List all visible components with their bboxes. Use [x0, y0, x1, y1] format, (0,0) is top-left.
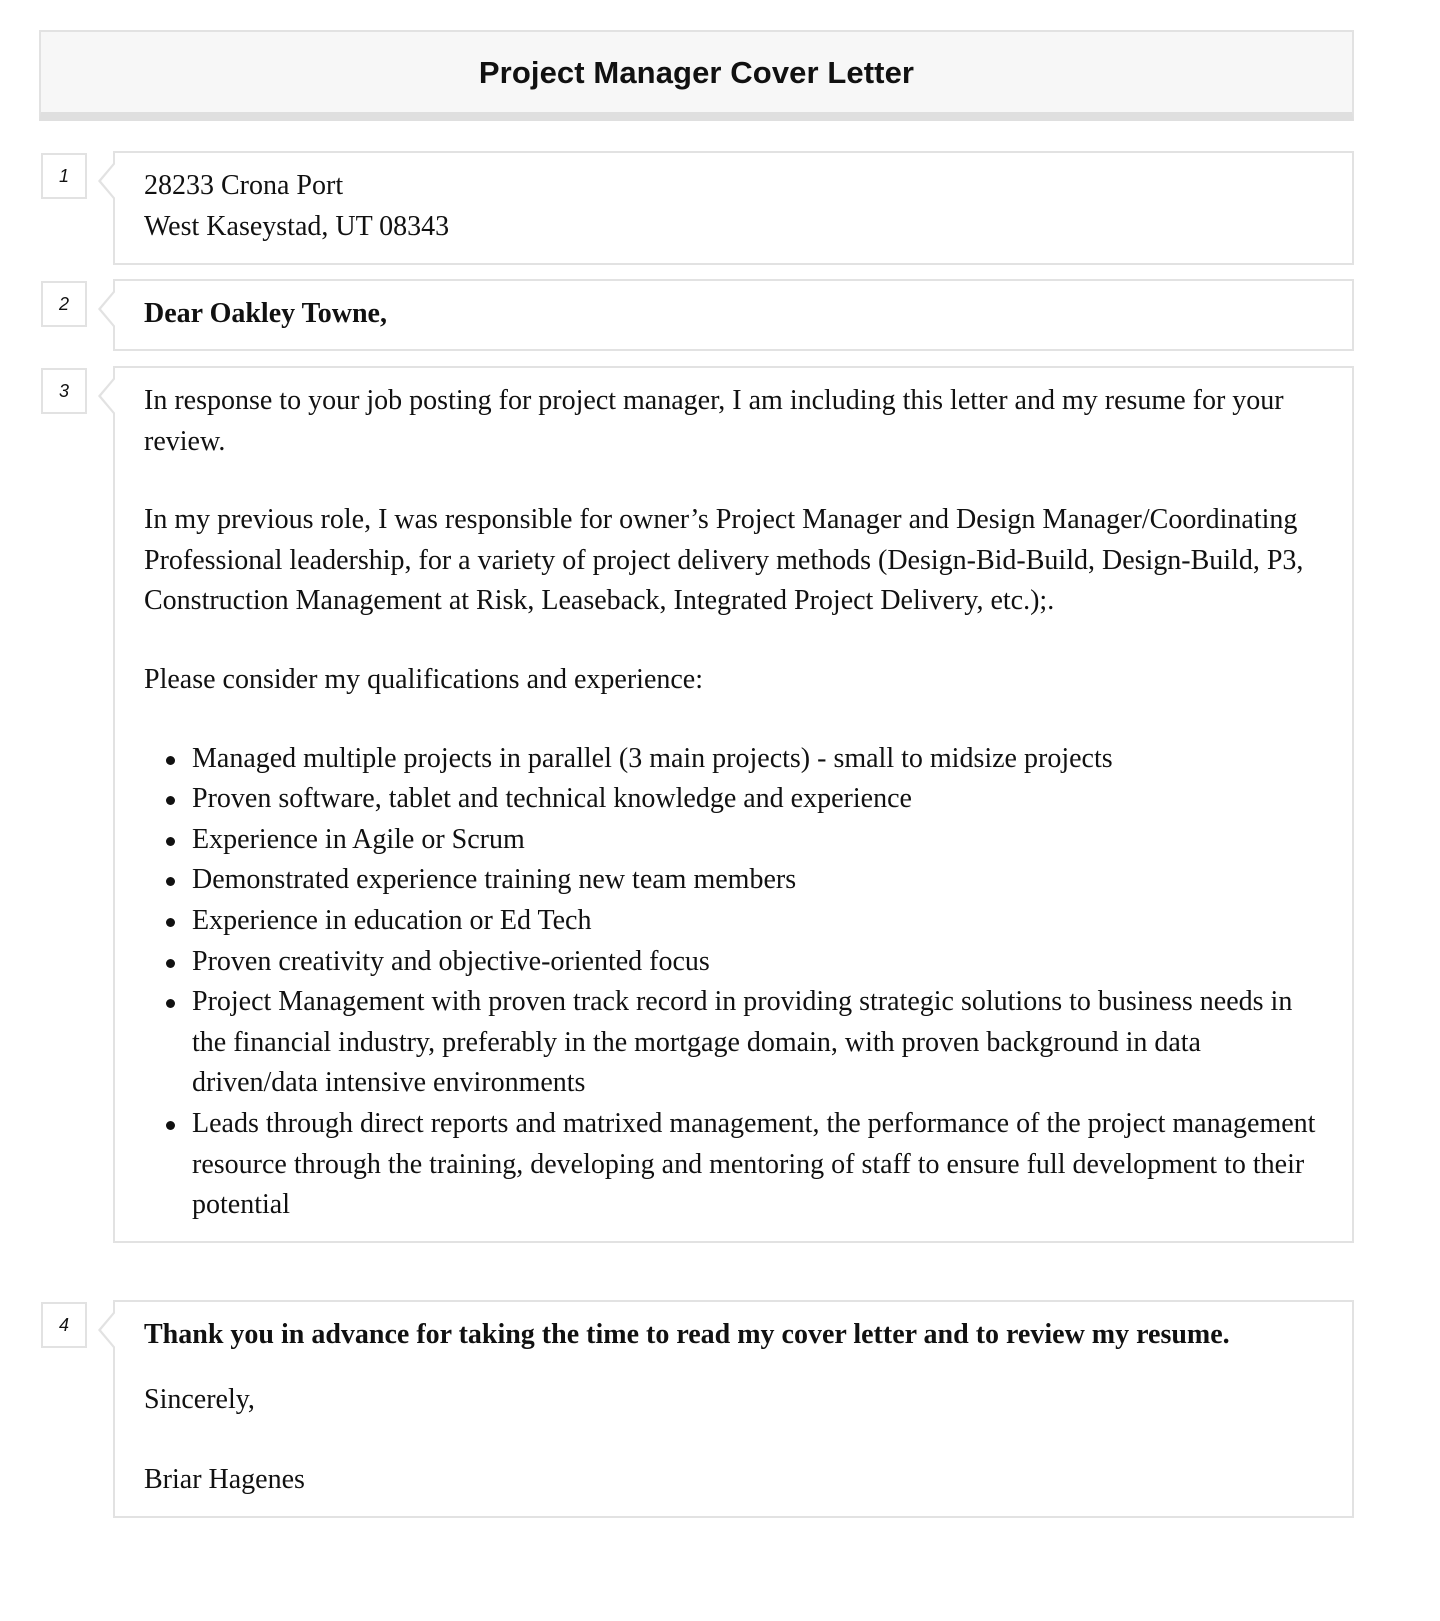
list-item-text: Leads through direct reports and matrixed management, the performance of the project management resource through the training, developing and mentoring of staff to ensure full development to their potential	[192, 1107, 1316, 1221]
sign-off: Sincerely,	[144, 1384, 255, 1415]
section-content-box	[113, 279, 1354, 351]
pointer-arrow-icon	[98, 161, 115, 201]
bullet-icon	[166, 959, 175, 968]
list-item-text: Managed multiple projects in parallel (3 main projects) - small to midsize projects	[192, 742, 1113, 774]
intro-paragraph: In response to your job posting for project manager, I am including this letter and my resume for your review.	[144, 385, 1284, 457]
list-item	[192, 901, 1322, 942]
section-number-badge: 4	[41, 1302, 87, 1348]
qualifications-lead: Please consider my qualifications and experience:	[144, 663, 704, 695]
pointer-arrow-icon	[98, 289, 115, 329]
list-item-text: Demonstrated experience training new team members	[192, 864, 797, 896]
section-number-badge: 2	[41, 281, 87, 327]
experience-paragraph: In my previous role, I was responsible for owner’s Project Manager and Design Manager/Coordinating Professional leadership, for a variety of project delivery methods (Design-Bid-Build, Design-Build, P3, Construction Management at Risk, Leaseback, Integrated Project Delivery, etc.);.	[144, 504, 1304, 617]
list-item	[192, 860, 1322, 901]
bullet-icon	[166, 1121, 175, 1130]
list-item-text: Experience in Agile or Scrum	[192, 823, 525, 855]
section-number-badge: 1	[41, 153, 87, 199]
section-content-box	[113, 366, 1354, 1243]
bullet-icon	[166, 796, 175, 805]
list-item	[192, 1104, 1322, 1226]
list-item	[192, 942, 1322, 983]
list-item	[192, 820, 1322, 861]
list-item-text: Project Management with proven track record in providing strategic solutions to business needs in the financial industry, preferably in the mortgage domain, with proven background in data driven/data intensive environments	[192, 986, 1293, 1099]
list-item	[192, 982, 1322, 1104]
section-content-box	[113, 1300, 1354, 1518]
list-item-text: Proven creativity and objective-oriented focus	[192, 945, 710, 977]
bullet-icon	[166, 918, 175, 927]
address-line-1: 28233 Crona Port	[144, 170, 344, 201]
section-number-badge: 3	[41, 368, 87, 414]
list-item-text: Experience in education or Ed Tech	[192, 904, 592, 936]
page-title: Project Manager Cover Letter	[478, 54, 915, 90]
bullet-icon	[166, 877, 175, 886]
page-header	[39, 30, 1354, 121]
signature-name: Briar Hagenes	[144, 1464, 305, 1495]
qualifications-list	[144, 739, 1322, 1226]
bullet-icon	[166, 756, 175, 765]
address-line-2: West Kaseystad, UT 08343	[144, 210, 450, 242]
list-item	[192, 739, 1322, 780]
pointer-arrow-icon	[98, 1310, 115, 1350]
closing-thanks: Thank you in advance for taking the time to read my cover letter and to review my resume.	[144, 1319, 1230, 1350]
section-content-box	[113, 151, 1354, 265]
bullet-icon	[166, 837, 175, 846]
bullet-icon	[166, 999, 175, 1008]
pointer-arrow-icon	[98, 376, 115, 416]
list-item	[192, 779, 1322, 820]
salutation: Dear Oakley Towne,	[144, 298, 387, 329]
list-item-text: Proven software, tablet and technical knowledge and experience	[192, 783, 912, 815]
